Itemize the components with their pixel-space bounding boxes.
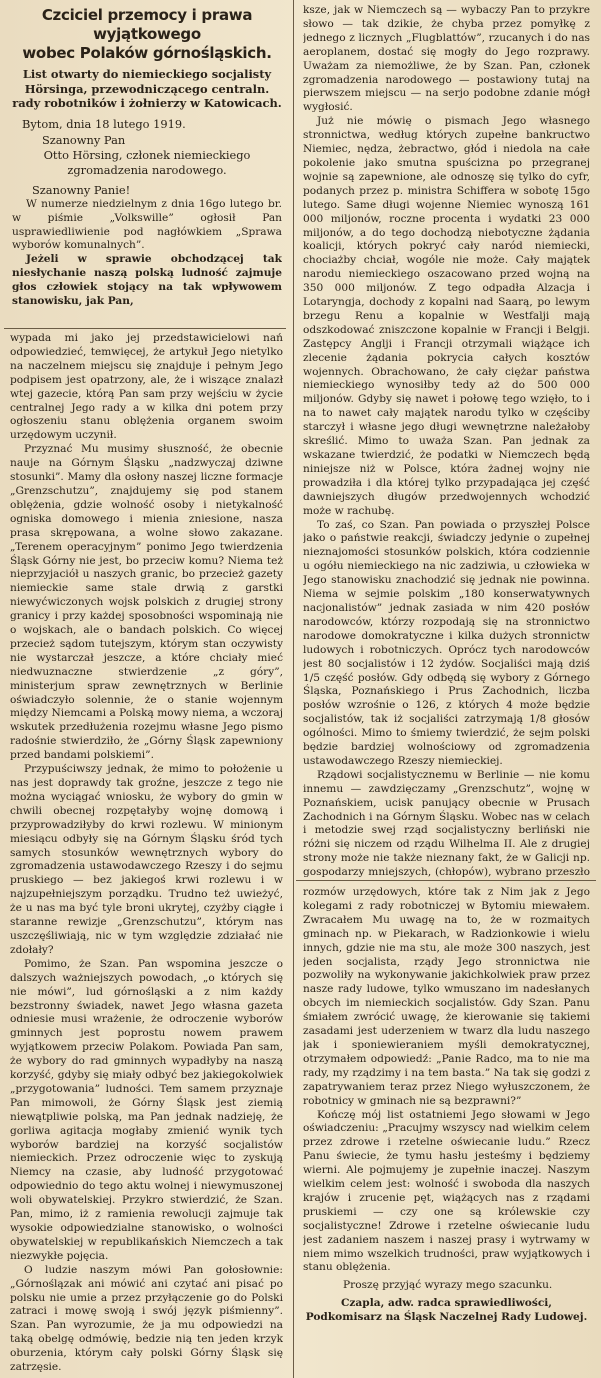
- addressee-line-2: zgromadzenia narodowego.: [67, 162, 227, 177]
- headline-line-2: wobec Polaków górnośląskich.: [22, 44, 272, 62]
- col2-paragraph-4: Rządowi socjalistycznemu w Berlinie — nie komu innemu — zawdzięczamy „Grenzschutz”, wojnę w Poznańskiem, ucisk panujący obecnie w Prusach Zachodnich i na Górnym Śląsku. Wobec nas w celach i metodzie swej rząd socjalistyczny berliński nie różni się niczem od rządu Wilhelma II. Ale z drugiej strony może nie także nieznany fakt, że w Galicji np. gospodarzy mniejszych, (chłopów), wybrano przeszło: [303, 768, 590, 879]
- col1-paragraph-3: Przypuściwszy jednak, że mimo to położenie u nas jest doprawdy tak groźne, jeszcze z tego nie można wyciągać wniosku, że wybory do gmin w chwili obecnej rozpętałyby wojnę domową i przyprowadziłyby do krwi rozlewu. W minionym miesiącu odbyły się na Górnym Śląsku śród tych samych stosunków wewnętrznych wybory do zgromadzenia ustawodawczego Rzeszy i do sejmu pruskiego — bez jakiegoś krwi rozlewu i w najzupełniejszym porządku. Trudno też uwieżyć, że u nas ma być tyle broni ukrytej, czyżby ciągłe i staranne rewizje „Grenzschutzu”, którym nas uszczęśliwiają, nic w tym względzie zdziałać nie zdołały?: [10, 763, 283, 956]
- col1-paragraph-1: wypada mi jako jej przedstawicielowi nań odpowiedzieć, temwięcej, że artykuł Jego nietylko na naczelnem miejscu się znajduje i pełnym Jego podpisem jest opatrzony, ale, że i wiszące znalazł wtej gazecie, którą Pan sam przy wejściu w życie centralnej Jego rady a w kilka dni potem przy ogłoszeniu stanu oblężenia organem swoim urzędowym uczynił.: [10, 332, 283, 442]
- dateline: Bytom, dnia 18 lutego 1919.: [22, 116, 186, 131]
- subheadline: List otwarty do niemieckiego socjalisty Hörsinga, przewodniczącego centraln. rady robotników i żołnierzy w Katowicach.: [12, 67, 282, 111]
- col2-bottom-paragraph-2: Kończę mój list ostatniemi Jego słowami w Jego oświadczeniu: „Pracujmy wszyscy nad wielkim celem przez zdrowe i rzetelne oświecanie ludu.” Rzecz Panu świecie, że tymu hasłu jesteśmy i będziemy wierni. Ale pojmujemy je zupełnie inaczej. Naszym wielkim celem jest: wolność i swoboda dla naszych krajów i zrucenie pęt, wiążących nas z rządami pruskiemi — czy one są królewskie czy socjalistyczne! Zdrowe i rzetelne oświecanie ludu jest zadaniem naszem i naszej prasy i wytrwamy w niem mimo wszelkich trudności, praw wyjątkowych i stanu oblężenia.: [303, 1108, 590, 1274]
- col1-top-paragraph-1: W numerze niedzielnym z dnia 16go lutego br. w piśmie „Volkswille” ogłosił Pan usprawiedliwienie pod nagłówkiem „Sprawa wyborów komunalnych”.: [12, 197, 282, 252]
- left-column-divider: [4, 328, 286, 329]
- col2-paragraph-3: To zaś, co Szan. Pan powiada o przyszłej Polsce jako o państwie reakcji, świadczy jedynie o zupełnej nieznajomości stosunków polskich, która codziennie u ogółu niemieckiego na nic zadziwia, u człowieka w Jego stanowisku znachodzić się jednak nie powinna. Niema w sejmie polskim „180 konserwatywnych nacjonalistów” jednak zasiada w nim 420 posłów narodowców, którzy rozpodają się na stronnictwo narodowe domokratyczne i kilka dużych stronnictw ludowych i robotniczych. Oprócz tych narodowców jest 80 socjalistów i 12 żydów. Socjaliści mają dziś 1/5 część posłów. Gdy odbędą się wybory z Górnego Śląska, Poznańskiego i Prus Zachodnich, liczba posłów wzrośnie o 126, z których 4 może będzie socjalistów, tak iż socjaliści zatrzymają 1/8 głosów ogólności. Mimo to śmiemy twierdzić, że sejm polski będzie bardziej wolnościowy od zgromadzenia ustawodawczego Rzeszy niemieckiej.: [303, 518, 590, 767]
- signature-line-1: Czapla, adw. radca sprawiedliwości,: [340, 1297, 552, 1310]
- closing-line: Proszę przyjąć wyrazy mego szacunku.: [343, 1279, 553, 1292]
- col1-paragraph-4: Pomimo, że Szan. Pan wspomina jeszcze o dalszych ważniejszych powodach, „o których się nie mówi”, lud górnośląski a z nim każdy bezstronny świadek, nawet Jego własna gazeta odniesie musi wrażenie, że odroczenie wyborów gminnych jest poprostu nowem prawem wyjątkowem przeciw Polakom. Powiada Pan sam, że wybory do rad gminnych wypadłyby na naszą korzyść, gdyby się miały odbyć bez jakiegokolwiek „przygotowania” ludności. Tem samem przyznaje Pan mimowoli, że Górny Śląsk jest ziemią niewątpliwie polską, ma Pan jednak nadzieję, że gorliwa agitacja mogłaby zmienić wynik tych wyborów bardziej na korzyść socjalistów niemieckich. Przez odroczenie więc to zyskują Niemcy na czasie, aby ludność przygotować odpowiednio do tego aktu wolnej i niewymuszonej woli obywatelskiej. Przykro stwierdzić, że Szan. Pan, mimo, iż z ramienia rewolucji zajmuje tak wysokie odpowiedzialne stanowisko, o wolności obywatelskiej w republikańskich Niemczech a tak niezwykłe pojęcia.: [10, 957, 283, 1262]
- salutation: Szanowny Pan: [42, 133, 126, 148]
- right-column-divider: [296, 880, 596, 881]
- addressee-line-1: Otto Hörsing, członek niemieckiego: [43, 147, 251, 162]
- col1-top-paragraph-2: Jeżeli w sprawie obchodzącej tak niesłychanie naszą polską ludność zajmuje głos człowiek stojący na tak wpływowem stanowisku, jak Pan,: [12, 253, 282, 308]
- headline-line-1: Czciciel przemocy i prawa wyjątkowego: [41, 6, 253, 43]
- column-separator: [293, 0, 294, 1378]
- col2-paragraph-1: ksze, jak w Niemczech są — wybaczy Pan to przykre słowo — tak dzikie, że chyba przez pomyłkę z jednego z licznych „Flugblattów”, rzucanych i do nas aeroplanem, dostać się mogły do Jego rozprawy. Uważam za niemożliwe, że by Szan. Pan, członek zgromadzenia narodowego — postawiony tutaj na pierwszem miejscu — na serjo podobne zdanie mógł wygłosić.: [303, 4, 590, 114]
- left-column-bottom: [10, 332, 283, 1372]
- right-column-top: [303, 4, 590, 880]
- col1-paragraph-5: O ludzie naszym mówi Pan gołosłownie: „Górnoślązak ani mówić ani czytać ani pisać po polsku nie umie a przez przyłączenie go do Polski zatraci i mowę swoją i swój język piśmienny”. Szan. Pan wyrozumie, że ja mu odpowiedzi na taką obelgę odmówię, bedzie nią ten jeden krzyk oburzenia, którym cały polski Górny Śląsk się zatrzęsie.: [10, 1263, 283, 1372]
- right-column-bottom: [303, 886, 590, 1372]
- greeting: Szanowny Panie!: [32, 183, 131, 198]
- col2-paragraph-2: Już nie mówię o pismach Jego własnego stronnictwa, według których zupełne bankructwo Niemiec, nędza, żebractwo, głód i niedola na całe pokolenie jako smutna spuścizna po przegranej wojnie są zapewnione, ale odnoszę się tylko do cyfr, podanych przez p. ministra Schiffera w sobotę 15go lutego. Same długi wojenne Niemiec wynoszą 161 000 miljonów, roczne procenta i wydatki 23 000 miljonów, a do tego dochodzą niebotyczne żądania koalicji, których pokryć cały naród niemiecki, chociażby chciał, wogóle nie może. Cały majątek narodu niemieckiego oszacowano przed wojną na 350 000 miljonów. Z tego odpadła Alzacja i Lotaryngja, dochody z kopalni nad Saarą, po lewym brzegu Renu a kopalnie w Westfalji mają odszkodować zniszczone kopalnie w Francji i Belgji. Zastępcy Anglji i Francji otrzymali wiążące ich zlecenie żądania pokrycia całych kosztów wojennych. Obrachowano, że cały ciężar państwa niemieckiego wynosiłby tedy aż do 500 000 miljonów. Gdyby się nawet i połowę tego wzięło, to i na to nawet cały majątek narodu tylko w częściby starczył i własne jego długi wewnętrzne należałoby skreślić. Mimo to uważa Szan. Pan jednak za wskazane twierdzić, że podatki w Niemczech będą niniejsze niż w Polsce, która żadnej wojny nie prowadziła i dla której tylko przypadająca jej część dawniejszych długów przedwojennych wchodzić może w rachubę.: [303, 115, 590, 517]
- col2-bottom-paragraph-1: rozmów urzędowych, które tak z Nim jak z Jego kolegami z rady robotniczej w Bytomiu miewałem. Zwracałem Mu uwagę na to, że w rozmaitych gminach np. w Piekarach, w Radzionkowie i wielu innych, gdzie nie ma stu, ale może 300 naszych, jest jeden socjalista, rządy Jego stronnictwa nie pozwoliły na wykonywanie jakichkolwiek praw przez nasze rady ludowe, tylko wmuszano im nadesłanych obcych im niemieckich socjalistów. Gdy Szan. Panu śmiałem zwrócić uwagę, że kierowanie się takiemi zasadami jest uderzeniem w twarz dla ludu naszego jak i sponiewieraniem myśli demokratycznej, otrzymałem odpowiedź: „Panie Radco, ma to nie ma rady, my rządzimy i na tem basta.” Na tak się godzi z zapatrywaniem teraz przez Niego wyłuszczonem, że robotnicy w gminach nie są bezprawni?”: [303, 886, 590, 1107]
- col1-paragraph-2: Przyznać Mu musimy słuszność, że obecnie nauje na Górnym Śląsku „nadzwyczaj dziwne stosunki”. Mamy dla osłony naszej liczne formacje „Grenzschutzu”, znajdujemy się pod stanem oblężenia, gdzie wolność osoby i nietykalność ogniska domowego i mienia zniesione, nasza prasa skrępowana, a wolne słowo zakazane. „Terenem operacyjnym” ponimo Jego twierdzenia Śląsk Górny nie jest, bo przeciw komu? Niema też nieprzyjaciół u naszych granic, bo przecież gazety niemieckie same stale drwią z garstki niewyćwiczonych wojsk polskich z drugiej strony granicy i przy każdej sposobności wspominają nie o wojskach, ale o bandach polskich. Co więcej przecież sądom tutejszym, którym stan oczywisty nie wystarczał jeszcze, a które chciały mieć niedwuznaczne stwierdzenie „z góry”, ministerjum spraw zewnętrznych w Berlinie oświadczyło solennie, że o stanie wojennym między Niemcami a Polską mowy niema, a wczoraj wskutek przedłużenia rozejmu własne Jego pismo radośnie stwierdziło, że „Górny Śląsk zapewniony przed bandami polskiemi”.: [10, 443, 283, 762]
- signature-line-2: Podkomisarz na Śląsk Naczelnej Rady Ludowej.: [305, 1311, 588, 1324]
- left-column-top: [12, 6, 282, 326]
